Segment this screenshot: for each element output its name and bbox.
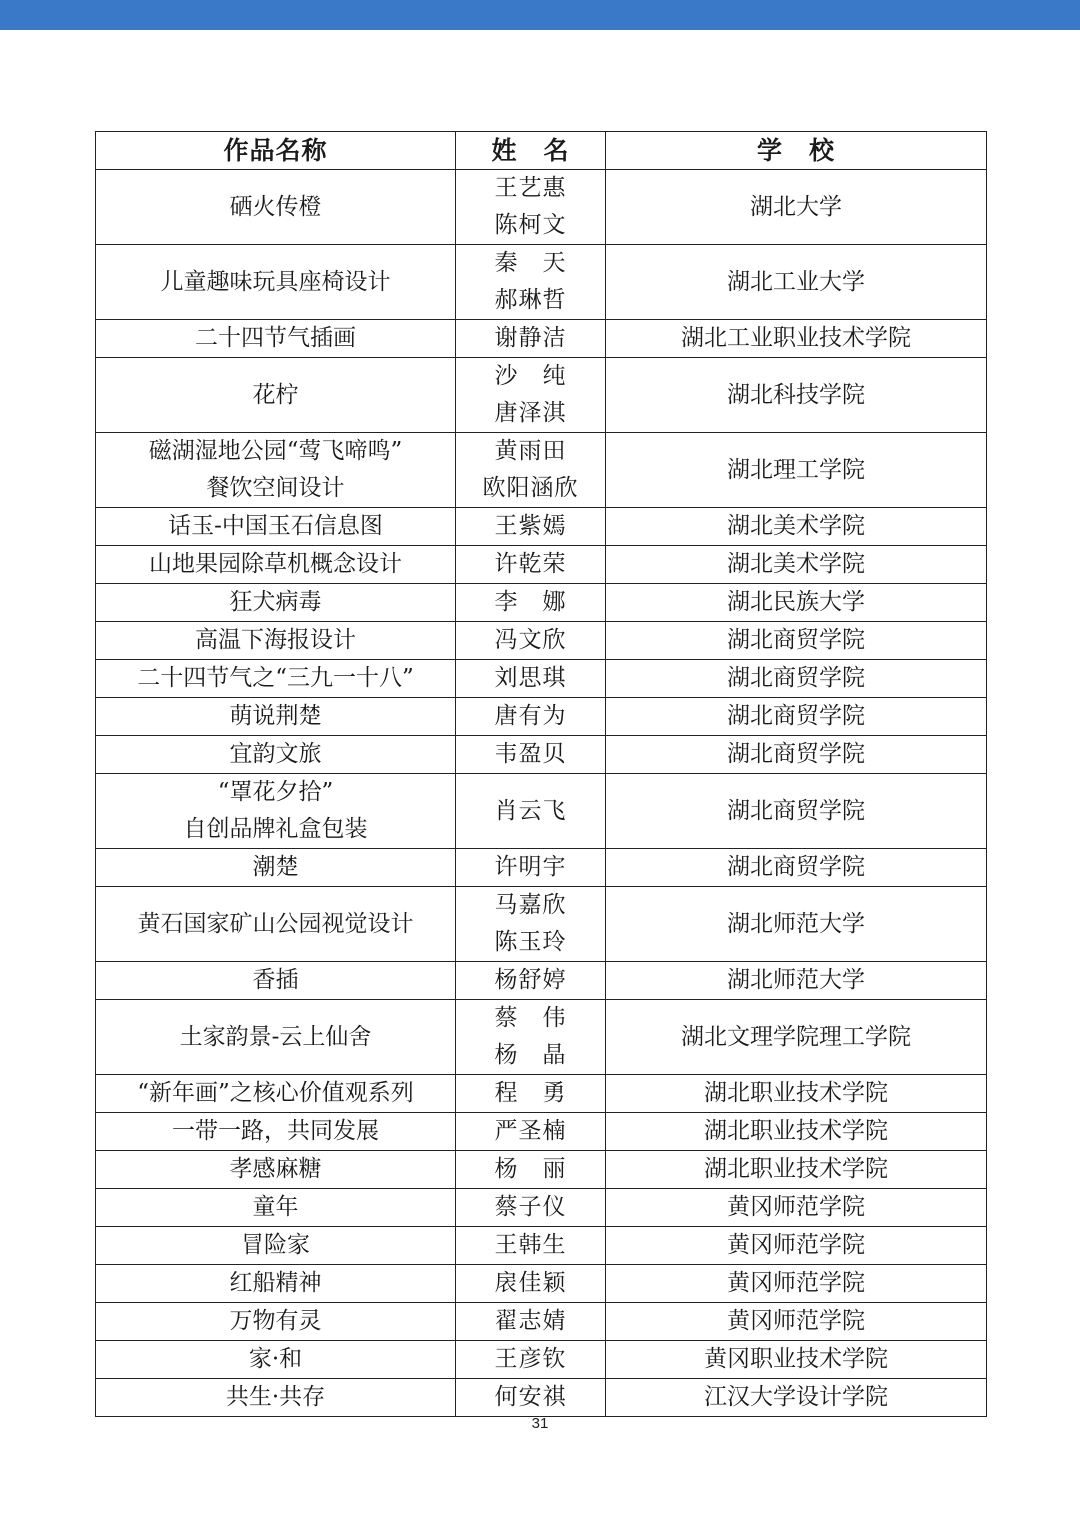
school-cell: 黄冈师范学院 xyxy=(606,1189,987,1227)
table-row xyxy=(96,774,987,849)
column-header-work: 作品名称 xyxy=(96,132,456,170)
work-title-cell: 狂犬病毒 xyxy=(96,584,456,622)
table-row xyxy=(96,1341,987,1379)
table-row xyxy=(96,508,987,546)
table-row xyxy=(96,1189,987,1227)
school-cell: 湖北工业职业技术学院 xyxy=(606,320,987,358)
work-title-cell: 儿童趣味玩具座椅设计 xyxy=(96,245,456,320)
work-title-cell: 潮楚 xyxy=(96,849,456,887)
author-name-cell: 杨 丽 xyxy=(456,1151,606,1189)
school-cell: 江汉大学设计学院 xyxy=(606,1379,987,1417)
table-row xyxy=(96,546,987,584)
school-cell: 湖北商贸学院 xyxy=(606,774,987,849)
table-row xyxy=(96,849,987,887)
author-name-cell: 韦盈贝 xyxy=(456,736,606,774)
school-cell: 湖北民族大学 xyxy=(606,584,987,622)
work-title-cell: 万物有灵 xyxy=(96,1303,456,1341)
work-title-cell: 黄石国家矿山公园视觉设计 xyxy=(96,887,456,962)
school-cell: 湖北美术学院 xyxy=(606,508,987,546)
author-name-cell: 蔡 伟 杨 晶 xyxy=(456,1000,606,1075)
author-name-cell: 秦 天 郝琳哲 xyxy=(456,245,606,320)
work-title-cell: 话玉-中国玉石信息图 xyxy=(96,508,456,546)
author-name-cell: 蔡子仪 xyxy=(456,1189,606,1227)
table-row xyxy=(96,622,987,660)
school-cell: 湖北商贸学院 xyxy=(606,698,987,736)
work-title-cell: 红船精神 xyxy=(96,1265,456,1303)
table-row xyxy=(96,1265,987,1303)
author-name-cell: 王韩生 xyxy=(456,1227,606,1265)
author-name-cell: 唐有为 xyxy=(456,698,606,736)
work-title-cell: 一带一路，共同发展 xyxy=(96,1113,456,1151)
school-cell: 湖北工业大学 xyxy=(606,245,987,320)
school-cell: 湖北职业技术学院 xyxy=(606,1075,987,1113)
work-title-cell: 二十四节气之“三九一十八” xyxy=(96,660,456,698)
table-row xyxy=(96,170,987,245)
work-title-cell: 二十四节气插画 xyxy=(96,320,456,358)
work-title-cell: 磁湖湿地公园“莺飞啼鸣” 餐饮空间设计 xyxy=(96,433,456,508)
table-row xyxy=(96,1227,987,1265)
work-title-cell: 家·和 xyxy=(96,1341,456,1379)
school-cell: 湖北理工学院 xyxy=(606,433,987,508)
work-title-cell: 香插 xyxy=(96,962,456,1000)
awards-table-container xyxy=(95,131,986,1417)
work-title-cell: 冒险家 xyxy=(96,1227,456,1265)
column-header-school: 学 校 xyxy=(606,132,987,170)
school-cell: 湖北文理学院理工学院 xyxy=(606,1000,987,1075)
table-row xyxy=(96,1379,987,1417)
author-name-cell: 杨舒婷 xyxy=(456,962,606,1000)
school-cell: 黄冈师范学院 xyxy=(606,1227,987,1265)
school-cell: 黄冈师范学院 xyxy=(606,1265,987,1303)
table-row xyxy=(96,698,987,736)
table-header-row xyxy=(96,132,987,170)
table-row xyxy=(96,1000,987,1075)
author-name-cell: 王艺惠 陈柯文 xyxy=(456,170,606,245)
work-title-cell: 硒火传橙 xyxy=(96,170,456,245)
awards-table xyxy=(95,131,987,1417)
school-cell: 湖北师范大学 xyxy=(606,962,987,1000)
table-row xyxy=(96,660,987,698)
author-name-cell: 冯文欣 xyxy=(456,622,606,660)
work-title-cell: “罩花夕拾” 自创品牌礼盒包装 xyxy=(96,774,456,849)
table-row xyxy=(96,1075,987,1113)
table-row xyxy=(96,1303,987,1341)
work-title-cell: 童年 xyxy=(96,1189,456,1227)
school-cell: 黄冈职业技术学院 xyxy=(606,1341,987,1379)
table-row xyxy=(96,584,987,622)
school-cell: 湖北科技学院 xyxy=(606,358,987,433)
author-name-cell: 李 娜 xyxy=(456,584,606,622)
table-row xyxy=(96,1113,987,1151)
author-name-cell: 何安祺 xyxy=(456,1379,606,1417)
top-banner-bar xyxy=(0,0,1080,30)
school-cell: 湖北美术学院 xyxy=(606,546,987,584)
work-title-cell: 山地果园除草机概念设计 xyxy=(96,546,456,584)
work-title-cell: 萌说荆楚 xyxy=(96,698,456,736)
author-name-cell: 黄雨田 欧阳涵欣 xyxy=(456,433,606,508)
table-row xyxy=(96,320,987,358)
school-cell: 湖北职业技术学院 xyxy=(606,1113,987,1151)
work-title-cell: 共生·共存 xyxy=(96,1379,456,1417)
school-cell: 湖北商贸学院 xyxy=(606,622,987,660)
table-row xyxy=(96,887,987,962)
table-row xyxy=(96,433,987,508)
work-title-cell: 孝感麻糖 xyxy=(96,1151,456,1189)
work-title-cell: 土家韵景-云上仙舍 xyxy=(96,1000,456,1075)
author-name-cell: 许明宇 xyxy=(456,849,606,887)
school-cell: 湖北师范大学 xyxy=(606,887,987,962)
table-row xyxy=(96,962,987,1000)
table-row xyxy=(96,245,987,320)
author-name-cell: 王彦钦 xyxy=(456,1341,606,1379)
school-cell: 湖北大学 xyxy=(606,170,987,245)
table-row xyxy=(96,736,987,774)
author-name-cell: 刘思琪 xyxy=(456,660,606,698)
page-number: 31 xyxy=(531,1415,549,1432)
author-name-cell: 谢静洁 xyxy=(456,320,606,358)
school-cell: 湖北商贸学院 xyxy=(606,736,987,774)
author-name-cell: 肖云飞 xyxy=(456,774,606,849)
author-name-cell: 马嘉欣 陈玉玲 xyxy=(456,887,606,962)
author-name-cell: 王紫嫣 xyxy=(456,508,606,546)
work-title-cell: “新年画”之核心价值观系列 xyxy=(96,1075,456,1113)
table-row xyxy=(96,1151,987,1189)
school-cell: 湖北商贸学院 xyxy=(606,849,987,887)
author-name-cell: 沙 纯 唐泽淇 xyxy=(456,358,606,433)
school-cell: 黄冈师范学院 xyxy=(606,1303,987,1341)
column-header-name: 姓 名 xyxy=(456,132,606,170)
work-title-cell: 高温下海报设计 xyxy=(96,622,456,660)
work-title-cell: 花柠 xyxy=(96,358,456,433)
table-row xyxy=(96,358,987,433)
author-name-cell: 翟志婧 xyxy=(456,1303,606,1341)
work-title-cell: 宜韵文旅 xyxy=(96,736,456,774)
school-cell: 湖北职业技术学院 xyxy=(606,1151,987,1189)
author-name-cell: 许乾荣 xyxy=(456,546,606,584)
school-cell: 湖北商贸学院 xyxy=(606,660,987,698)
author-name-cell: 程 勇 xyxy=(456,1075,606,1113)
author-name-cell: 严圣楠 xyxy=(456,1113,606,1151)
author-name-cell: 扆佳颖 xyxy=(456,1265,606,1303)
